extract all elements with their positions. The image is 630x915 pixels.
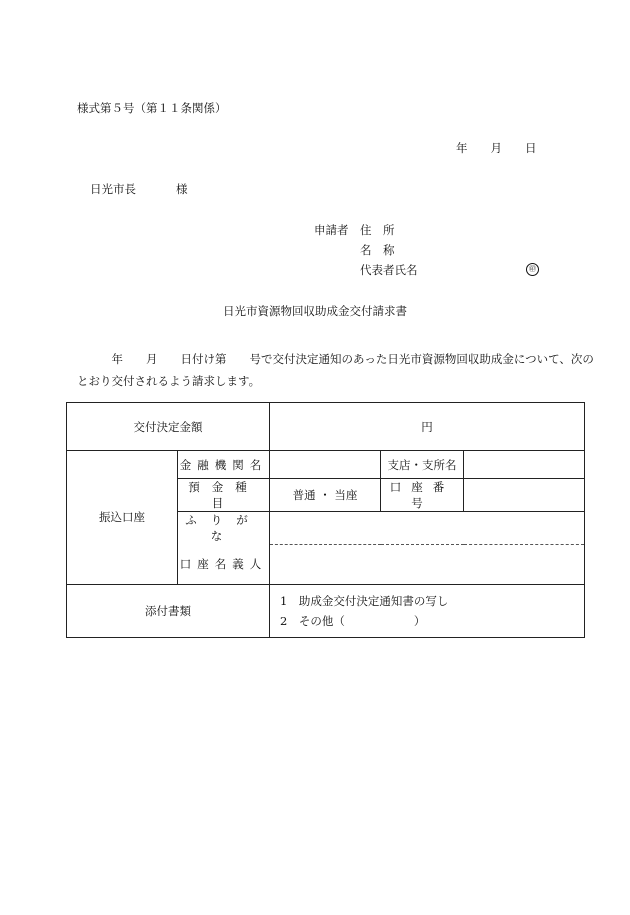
bank-name-label: 金融機関名: [178, 451, 270, 479]
attachments-row: [67, 584, 585, 637]
applicant-role-label: 申請者: [314, 223, 349, 237]
applicant-representative-label: 代表者氏名: [360, 263, 418, 277]
addressee: [90, 184, 188, 196]
furigana-field[interactable]: [270, 512, 585, 545]
deposit-type-label: 預金種目: [178, 479, 270, 512]
date-day: 日: [525, 141, 537, 155]
attachments-list: [270, 584, 585, 637]
document-title: 日光市資源物回収助成金交付請求書: [223, 304, 407, 318]
applicant-name-label: 名 称: [360, 243, 395, 257]
attachments-label: 添付書類: [67, 584, 270, 637]
transfer-account-label: 振込口座: [67, 451, 178, 585]
account-number-label: 口座番号: [381, 479, 464, 512]
grant-amount-label: 交付決定金額: [67, 403, 270, 451]
request-paragraph: 年 月 日付け第 号で交付決定通知のあった日光市資源物回収助成金について、次のとおり交付されるよう請求します。: [77, 352, 594, 388]
date-line: [456, 143, 537, 155]
grant-amount-field[interactable]: [270, 403, 585, 451]
bank-name-field[interactable]: [270, 451, 381, 479]
account-holder-label: 口座名義人: [178, 544, 270, 584]
seal-mark: ㊞: [526, 263, 539, 276]
bank-name-row: [67, 451, 585, 479]
addressee-name: 日光市長: [90, 182, 136, 196]
date-month: 月: [490, 141, 502, 155]
applicant-address-label: 住 所: [360, 223, 395, 237]
account-holder-field[interactable]: [270, 544, 585, 584]
form-identifier: 様式第５号（第１１条関係）: [77, 101, 227, 115]
grant-amount-row: [67, 403, 585, 451]
deposit-type-value[interactable]: 普通 ・ 当座: [270, 479, 381, 512]
date-year: 年: [456, 141, 468, 155]
branch-field[interactable]: [464, 451, 585, 479]
yen-unit: 円: [421, 419, 433, 434]
attachment-item-2: 2 その他（ ）: [280, 613, 426, 628]
branch-label: 支店・支所名: [381, 451, 464, 479]
account-number-field[interactable]: [464, 479, 585, 512]
request-form-table: [66, 402, 585, 638]
attachment-item-1: 1 助成金交付決定通知書の写し: [280, 593, 449, 608]
furigana-label: ふりがな: [178, 512, 270, 545]
addressee-honorific: 様: [176, 182, 188, 196]
